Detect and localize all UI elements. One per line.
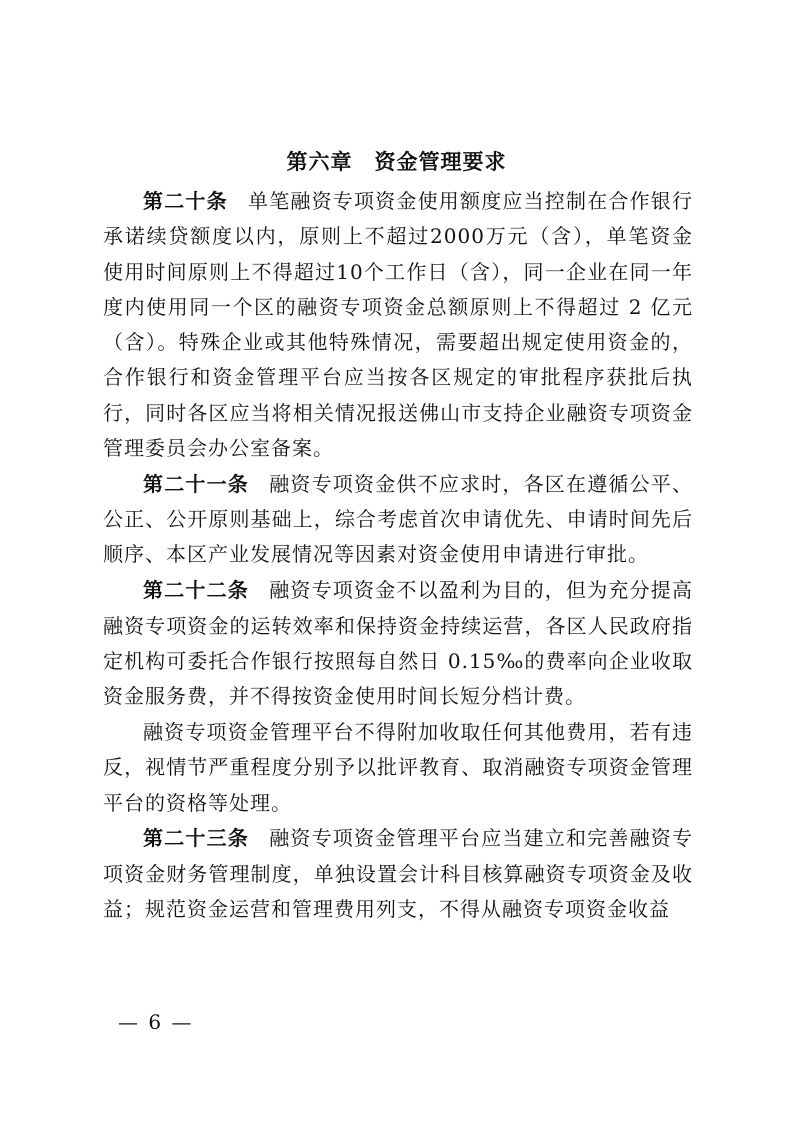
article-number: 第二十一条 xyxy=(143,471,249,496)
document-body xyxy=(103,184,693,928)
article-paragraph xyxy=(103,821,693,927)
footer-dash-left: — xyxy=(118,1010,140,1034)
article-text: 融资专项资金供不应求时，各区在遵循公平、公正、公开原则基础上，综合考虑首次申请优先、申请时间先后顺序、本区产业发展情况等因素对资金使用申请进行审批。 xyxy=(103,471,693,567)
article-text: 融资专项资金管理平台不得附加收取任何其他费用，若有违反，视情节严重程度分别予以批评教育、取消融资专项资金管理平台的资格等处理。 xyxy=(103,719,693,815)
chapter-title: 第六章 资金管理要求 xyxy=(286,149,507,174)
article-text: 融资专项资金管理平台应当建立和完善融资专项资金财务管理制度，单独设置会计科目核算融资专项资金及收益；规范资金运营和管理费用列支，不得从融资专项资金收益 xyxy=(103,826,693,921)
article-number: 第二十二条 xyxy=(143,578,249,603)
page-footer xyxy=(118,1010,193,1034)
article-number: 第二十三条 xyxy=(143,826,249,851)
article-paragraph xyxy=(103,467,693,573)
article-paragraph xyxy=(103,715,693,821)
article-paragraph xyxy=(103,573,693,714)
page-number: 6 xyxy=(148,1010,164,1034)
article-text: 单笔融资专项资金使用额度应当控制在合作银行承诺续贷额度以内，原则上不超过2000万元（含），单笔资金使用时间原则上不得超过10个工作日（含），同一企业在同一年度内使用同一个区的融资专项资金总额原则上不得超过 2 亿元（含）。特殊企业或其他特殊情况，需要超出规定使用资金的，合作银行和资金管理平台应当按各区规定的审批程序获批后执行，同时各区应当将相关情况报送佛山市支持企业融资专项资金管理委员会办公室备案。 xyxy=(103,189,694,461)
article-number: 第二十条 xyxy=(143,189,228,213)
article-text: 融资专项资金不以盈利为目的，但为充分提高融资专项资金的运转效率和保持资金持续运营，各区人民政府指定机构可委托合作银行按照每自然日 0.15‰的费率向企业收取资金服务费，并不得按资金使用时间长短分档计费。 xyxy=(103,578,693,709)
article-paragraph xyxy=(103,184,693,466)
footer-dash-right: — xyxy=(171,1010,194,1034)
